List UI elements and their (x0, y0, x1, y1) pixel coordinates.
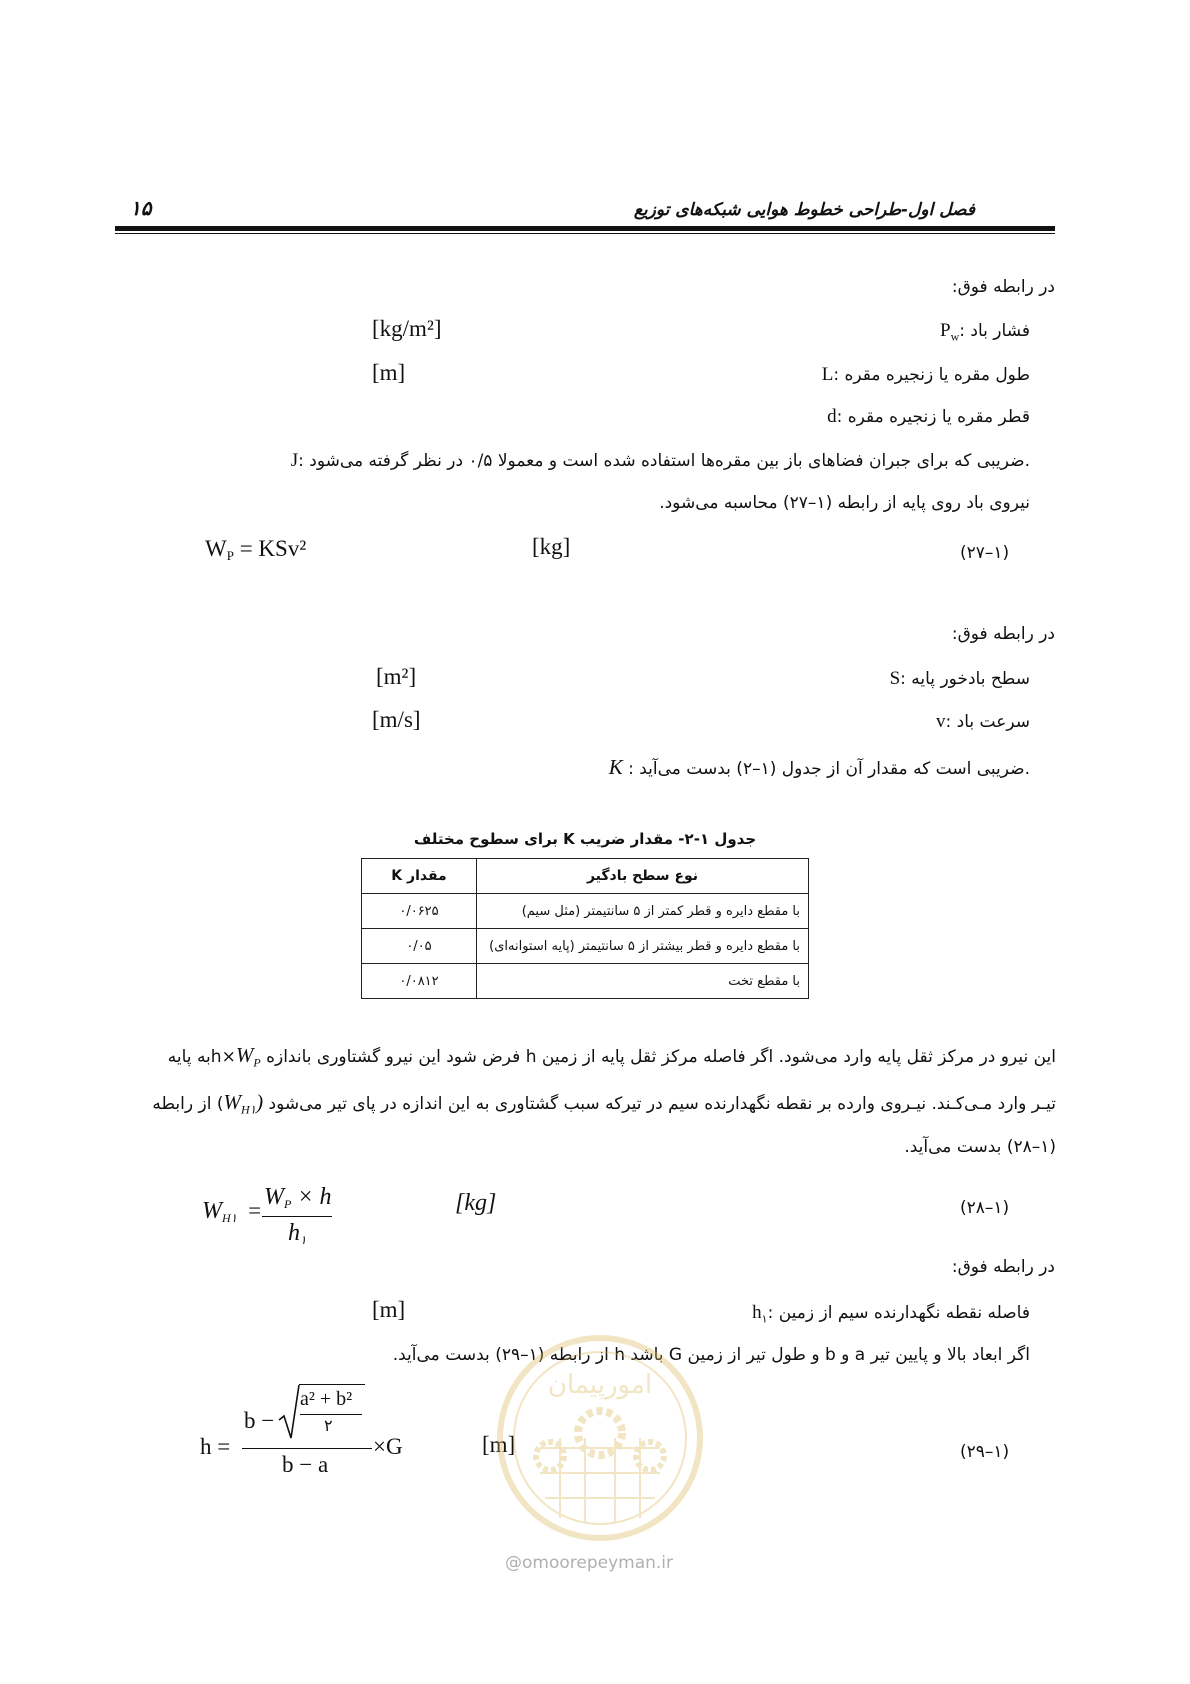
unit-pw: [kg/m²] (372, 316, 442, 341)
cell-value: ۰/۰۸۱۲ (362, 964, 477, 999)
watermark-logo-icon (490, 1328, 710, 1548)
def-pw: $P_w$: فشار باد (940, 320, 1030, 344)
equation-number-27: (۱–۲۷) (960, 543, 1010, 563)
unit-29: [m] (482, 1432, 516, 1457)
unit-v: [m/s] (372, 707, 421, 732)
def-s: S: سطح بادخور پایه (889, 668, 1030, 689)
intro-text: در رابطه فوق: (951, 277, 1055, 297)
table-row (362, 964, 809, 999)
cell-type: با مقطع دایره و قطر کمتر از ۵ سانتیمتر (مثل سیم) (477, 894, 809, 929)
unit-28: [kg] (455, 1190, 497, 1216)
equation-number-28: (۱–۲۸) (960, 1198, 1010, 1218)
unit-h1: [m] (372, 1297, 406, 1322)
cell-type: با مقطع دایره و قطر بیشتر از ۵ سانتیمتر (پایه استوانه‌ای) (477, 929, 809, 964)
cell-type: با مقطع تخت (477, 964, 809, 999)
header-rule-thin (115, 233, 1055, 234)
sqrt-icon (278, 1384, 300, 1440)
page-number: ۱۵ (130, 196, 152, 220)
watermark-url: @omoorepeyman.ir (505, 1553, 674, 1573)
equation-27: $W_P = KSv^2$ (205, 536, 307, 564)
chapter-title: فصل اول-طراحی خطوط هوایی شبکه‌های توزیع (633, 200, 975, 220)
unit-s: [m²] (376, 664, 417, 689)
paragraph-line-2: تیـر وارد مـی‌کـند. نیـروی وارده بر نقطه نگهدارنده سیم در تیرکه سبب گشتاوری به این اندازه در پای تیر می‌شود $(W_{H۱})$ از رابطه (152, 1090, 1056, 1117)
def-l: L: طول مقره یا زنجیره مقره (821, 364, 1030, 385)
table-header-row (362, 859, 809, 894)
cell-value: ۰/۰۵ (362, 929, 477, 964)
def-v: v: سرعت باد (936, 711, 1030, 732)
k-coefficient-table (361, 858, 809, 999)
header-rule (115, 226, 1055, 231)
equation-number-29: (۱–۲۹) (960, 1442, 1010, 1462)
equation-29: h = b − a² + b² ۲ b − a ×G (200, 1382, 420, 1492)
def-k: K : ضریبی است که مقدار آن از جدول (۱–۲) بدست می‌آید. (608, 755, 1030, 779)
lead-text-29: اگر ابعاد بالا و پایین تیر a و b و طول تیر از زمین G باشد h از رابطه (۱–۲۹) بدست می‌آید. (392, 1345, 1030, 1365)
unit-l: [m] (372, 360, 406, 385)
def-d: d: قطر مقره یا زنجیره مقره (827, 406, 1030, 427)
equation-28: $W_{H۱}$ = $W_P \times h$ $h_۱$ (202, 1184, 332, 1248)
table-row (362, 929, 809, 964)
column-header-k: مقدار K (362, 859, 477, 894)
def-h1: $h_۱$: فاصله نقطه نگهدارنده سیم از زمین (752, 1302, 1030, 1326)
at-icon: @ (505, 1553, 522, 1573)
svg-text:امورپیمان: امورپیمان (547, 1370, 653, 1400)
paragraph-line-3: (۱–۲۸) بدست می‌آید. (904, 1137, 1056, 1157)
intro-text-2: در رابطه فوق: (951, 624, 1055, 644)
column-header-type: نوع سطح بادگیر (477, 859, 809, 894)
unit-27: [kg] (532, 534, 571, 559)
cell-value: ۰/۰۶۲۵ (362, 894, 477, 929)
table-caption: جدول ۱-۲- مقدار ضریب K برای سطوح مختلف (413, 830, 757, 848)
def-j: J: ضریبی که برای جبران فضاهای باز بین مقره‌ها استفاده شده است و معمولا ۰/۵ در نظر گرفته می‌شود. (290, 450, 1030, 471)
table-row (362, 894, 809, 929)
intro-text-3: در رابطه فوق: (951, 1257, 1055, 1277)
paragraph-line-1: این نیرو در مرکز ثقل پایه وارد می‌شود. اگر فاصله مرکز ثقل پایه از زمین h فرض شود این نیرو گشتاوری باندازه $h\times W_Pبه$ پایه (167, 1043, 1056, 1070)
lead-text-27: نیروی باد روی پایه از رابطه (۱–۲۷) محاسبه می‌شود. (659, 493, 1030, 513)
